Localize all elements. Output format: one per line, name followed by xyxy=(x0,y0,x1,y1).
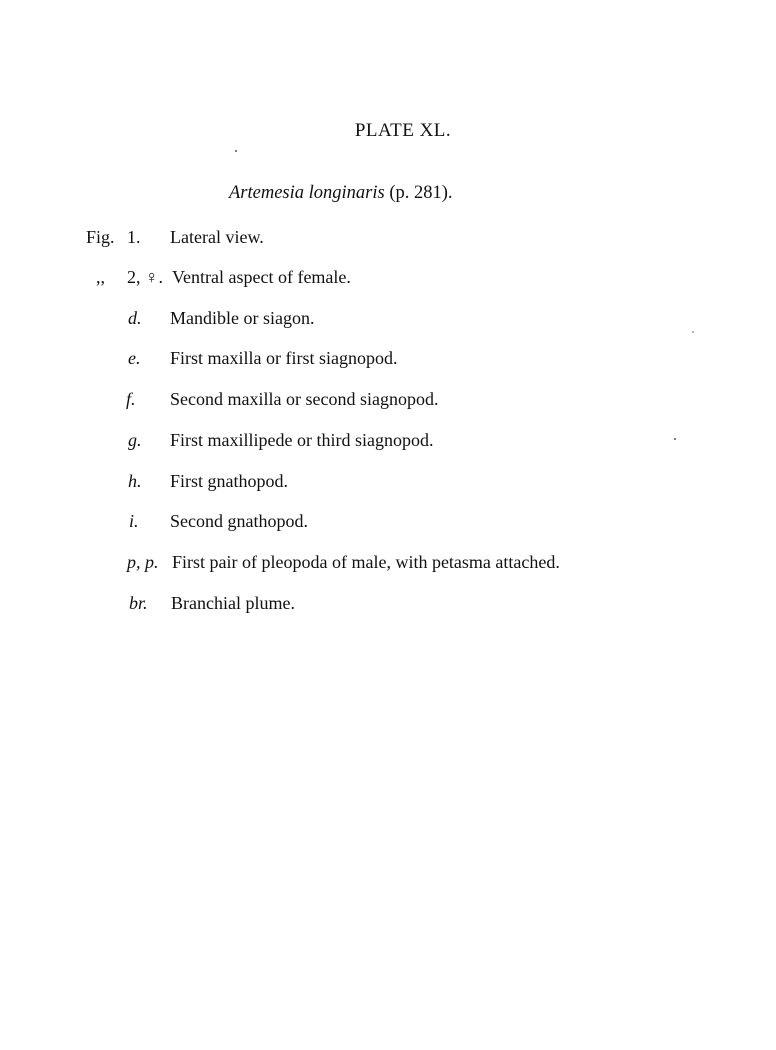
figure-description: First gnathopod. xyxy=(170,471,289,491)
figure-label: e. xyxy=(128,348,141,368)
figure-description: Lateral view. xyxy=(170,227,264,247)
paper-speck xyxy=(235,150,237,152)
plate-title: PLATE XL. xyxy=(354,120,452,141)
figure-label: i. xyxy=(129,511,139,531)
paper-speck xyxy=(692,331,694,333)
species-heading xyxy=(229,183,453,204)
figure-description: Branchial plume. xyxy=(171,593,295,613)
figure-label: d. xyxy=(128,308,142,328)
figure-label: f. xyxy=(126,389,136,409)
figure-description: Second gnathopod. xyxy=(170,511,308,531)
figure-label: p, p. xyxy=(127,552,159,572)
paper-speck xyxy=(674,438,676,440)
figure-description: First maxillipede or third siagnopod. xyxy=(170,430,434,450)
figure-description: First pair of pleopoda of male, with petasma attached. xyxy=(172,552,560,572)
figure-label: br. xyxy=(129,593,148,613)
figure-description: Ventral aspect of female. xyxy=(172,267,351,287)
ditto-mark: ,, xyxy=(96,267,105,287)
figure-label: 2, ♀. xyxy=(127,267,163,287)
figure-label: 1. xyxy=(127,227,141,247)
figure-description: First maxilla or first siagnopod. xyxy=(170,348,398,368)
figure-label: h. xyxy=(128,471,142,491)
fig-prefix: Fig. xyxy=(86,227,115,247)
species-name: Artemesia longinaris xyxy=(229,183,385,203)
figure-description: Second maxilla or second siagnopod. xyxy=(170,389,439,409)
species-page-reference: (p. 281). xyxy=(384,183,453,203)
figure-label: g. xyxy=(128,430,142,450)
figure-description: Mandible or siagon. xyxy=(170,308,315,328)
